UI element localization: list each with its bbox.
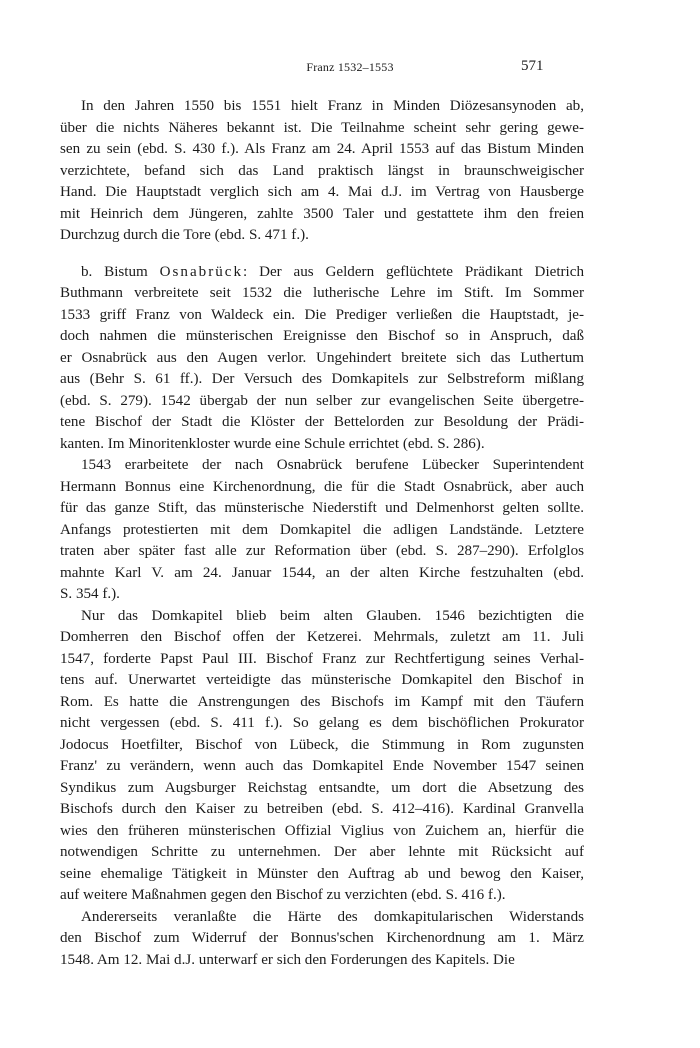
text-line: Anfangs protestierten mit dem Domkapitel die adligen Landstände. Letztere (60, 521, 584, 538)
text-line: Bischofs durch den Kaiser zu betreiben (ebd. S. 412–416). Kardinal Granvella (60, 801, 584, 817)
text-line: Nur das Domkapitel blieb beim alten Glauben. 1546 bezichtigten die (81, 607, 584, 624)
text-line: er Osnabrück aus den Augen verlor. Ungehindert breitete sich das Luthertum (60, 349, 584, 366)
text-line: Andererseits veranlaßte die Härte des domkapitularischen Widerstands (81, 908, 584, 925)
text-line: notwendigen Schritte zu unternehmen. Der aber lehnte mit Rücksicht auf (60, 844, 584, 860)
page-number: 571 (521, 58, 544, 74)
running-header: Franz 1532–1553 (306, 60, 394, 74)
text-line: mit Heinrich dem Jüngeren, zahlte 3500 Taler und gestattete ihm den freien (60, 205, 584, 222)
text-line: In den Jahren 1550 bis 1551 hielt Franz in Minden Diözesansynoden ab, (81, 98, 584, 114)
text-line: für das ganze Stift, das münsterische Niederstift und Delmenhorst gelten sollte. (60, 500, 584, 516)
paragraph-3 (60, 455, 584, 606)
text-line: Rom. Es hatte die Anstrengungen des Bischofs im Kampf mit den Täufern (60, 693, 584, 710)
section-b-heading-line (60, 262, 584, 284)
section-gap (60, 247, 584, 262)
section-b-prefix: b. Bistum (81, 263, 160, 280)
text-line: Buthmann verbreitete seit 1532 die lutherische Lehre im Stift. Im Sommer (60, 285, 584, 301)
text-line: Syndikus zum Augsburger Reichstag entsandte, um dort die Absetzung des (60, 779, 584, 796)
text-line: tene Bischof der Stadt die Klöster der Bettelorden zur Besoldung der Prädi- (60, 414, 584, 430)
text-line: tens auf. Unerwartet verteidigte das münsterische Domkapitel den Bischof in (60, 672, 584, 688)
text-line: wies den früheren münsterischen Offizial Viglius von Zuichem an, hierfür die (60, 822, 584, 839)
text-line: seine ehemalige Tätigkeit in Münster den Auftrag ab und bewog den Kaiser, (60, 865, 584, 882)
text-line: Franz' zu verändern, wenn auch das Domkapitel Ende November 1547 seinen (60, 758, 584, 774)
text-line: Hermann Bonnus eine Kirchenordnung, die für die Stadt Osnabrück, aber auch (60, 478, 584, 495)
text-line: Domherren den Bischof offen der Ketzerei. Mehrmals, zuletzt am 11. Juli (60, 629, 584, 645)
text-line: den Bischof zum Widerruf der Bonnus'schen Kirchenordnung am 1. März (60, 930, 584, 946)
text-line: 1543 erarbeitete der nach Osnabrück berufene Lübecker Superintendent (81, 457, 584, 473)
paragraph-1 (60, 96, 584, 247)
body-text (60, 96, 584, 971)
text-line: aus (Behr S. 61 ff.). Der Versuch des Domkapitels zur Selbstreform mißlang (60, 371, 584, 387)
text-line: nicht vergessen (ebd. S. 411 f.). So gelang es dem bischöflichen Prokurator (60, 715, 584, 731)
text-line: 1548. Am 12. Mai d.J. unterwarf er sich den Forderungen des Kapitels. Die (60, 951, 515, 968)
text-line: 1533 griff Franz von Waldeck ein. Die Prediger verließen die Hauptstadt, je- (60, 306, 584, 323)
text-line: auf weitere Maßnahmen gegen den Bischof zu verzichten (ebd. S. 416 f.). (60, 887, 506, 903)
text-line: Hand. Die Hauptstadt verglich sich am 4. Mai d.J. im Vertrag von Hausberge (60, 184, 584, 200)
paragraph-5 (60, 907, 584, 972)
text-line: traten aber später fast alle zur Reformation über (ebd. S. 287–290). Erfolglos (60, 543, 584, 559)
text-line: verzichtete, befand sich das Land praktisch längst in braunschweigischer (60, 162, 584, 179)
section-b-rest: : Der aus Geldern geflüchtete Prädikant Dietrich (243, 263, 584, 280)
text-line: (ebd. S. 279). 1542 übergab der nun selber zur evangelischen Seite übergetre- (60, 392, 584, 409)
paragraph-2 (60, 283, 584, 455)
text-line: doch nahmen die münsterischen Ereignisse den Bischof so in Anspruch, daß (60, 328, 584, 344)
paragraph-4 (60, 606, 584, 907)
text-line: sen zu sein (ebd. S. 430 f.). Als Franz am 24. April 1553 auf das Bistum Minden (60, 141, 584, 157)
text-line: S. 354 f.). (60, 586, 120, 602)
text-line: 1547, forderte Papst Paul III. Bischof Franz zur Rechtfertigung seines Verhal- (60, 650, 584, 667)
text-line: Durchzug durch die Tore (ebd. S. 471 f.). (60, 227, 309, 243)
text-line: über die nichts Näheres bekannt ist. Die Teilnahme scheint sehr gering gewe- (60, 119, 584, 136)
section-b-heading: Osnabrück (159, 263, 244, 280)
text-line: mahnte Karl V. am 24. Januar 1544, an der alten Kirche festzuhalten (ebd. (60, 564, 584, 581)
text-line: kanten. Im Minoritenkloster wurde eine Schule errichtet (ebd. S. 286). (60, 435, 485, 452)
text-line: Jodocus Hoetfilter, Bischof von Lübeck, die Stimmung in Rom zugunsten (60, 736, 584, 753)
